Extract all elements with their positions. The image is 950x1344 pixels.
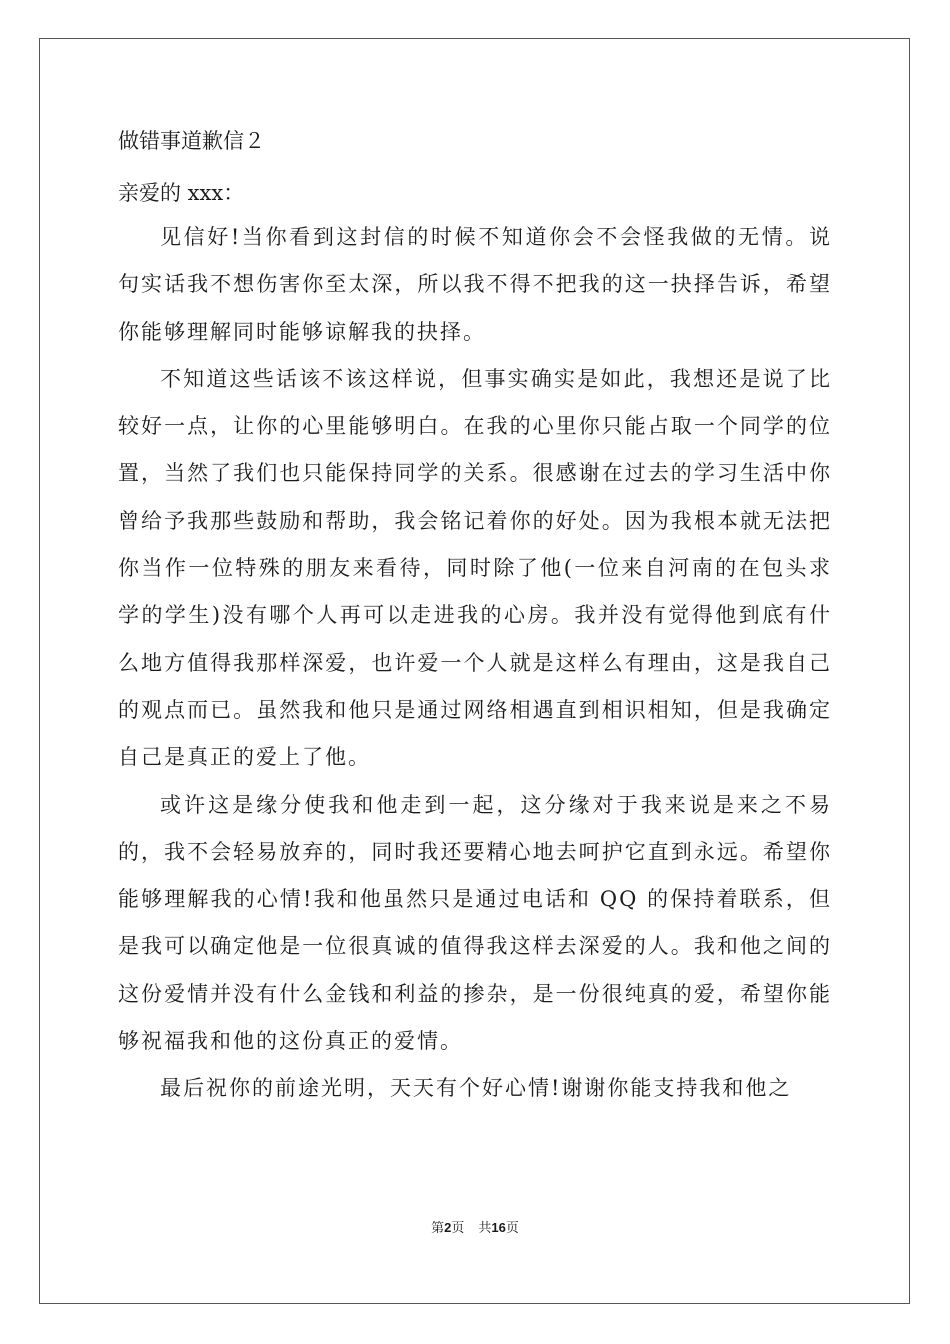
page-suffix: 页 <box>451 1221 465 1236</box>
paragraph: 最后祝你的前途光明，天天有个好心情!谢谢你能支持我和他之 <box>160 1076 792 1101</box>
paragraph: 见信好!当你看到这封信的时候不知道你会不会怪我做的无情。说句实话我不想伤害你至太深，所以我不得不把我的这一抉择告诉，希望你能够理解同时能够谅解我的抉择。 <box>118 225 832 344</box>
document-title: 做错事道歉信２ <box>118 129 265 153</box>
paragraph: 或许这是缘分使我和他走到一起，这分缘对于我来说是来之不易的，我不会轻易放弃的，同时我还要精心地去呵护它直到永远。希望你能够理解我的心情!我和他虽然只是通过电话和 QQ 的保持着联系，但是我可以确定他是一位很真诚的值得我这样去深爱的人。我和他之间的这份爱情并没有什么金钱和利益的掺杂，是一份很纯真的爱，希望你能够祝福我和他的这份真正的爱情。 <box>118 792 832 1054</box>
salutation: 亲爱的 xxx： <box>118 181 245 205</box>
total-page-count: 16 <box>491 1220 506 1235</box>
letter-body <box>118 214 832 1113</box>
page-prefix: 第 <box>431 1221 445 1236</box>
document-body <box>118 128 832 1113</box>
total-prefix: 共 <box>478 1221 492 1236</box>
total-suffix: 页 <box>505 1221 519 1236</box>
current-page-number: 2 <box>444 1220 452 1235</box>
page-footer <box>0 1220 950 1237</box>
paragraph: 不知道这些话该不该这样说，但事实确实是如此，我想还是说了比较好一点，让你的心里能够明白。在我的心里你只能占取一个同学的位置，当然了我们也只能保持同学的关系。很感谢在过去的学习生活中你曾给予我那些鼓励和帮助，我会铭记着你的好处。因为我根本就无法把你当作一位特殊的朋友来看待，同时除了他(一位来自河南的在包头求学的学生)没有哪个人再可以走进我的心房。我并没有觉得他到底有什么地方值得我那样深爱，也许爱一个人就是这样么有理由，这是我自己的观点而已。虽然我和他只是通过网络相遇直到相识相知，但是我确定自己是真正的爱上了他。 <box>118 366 832 770</box>
